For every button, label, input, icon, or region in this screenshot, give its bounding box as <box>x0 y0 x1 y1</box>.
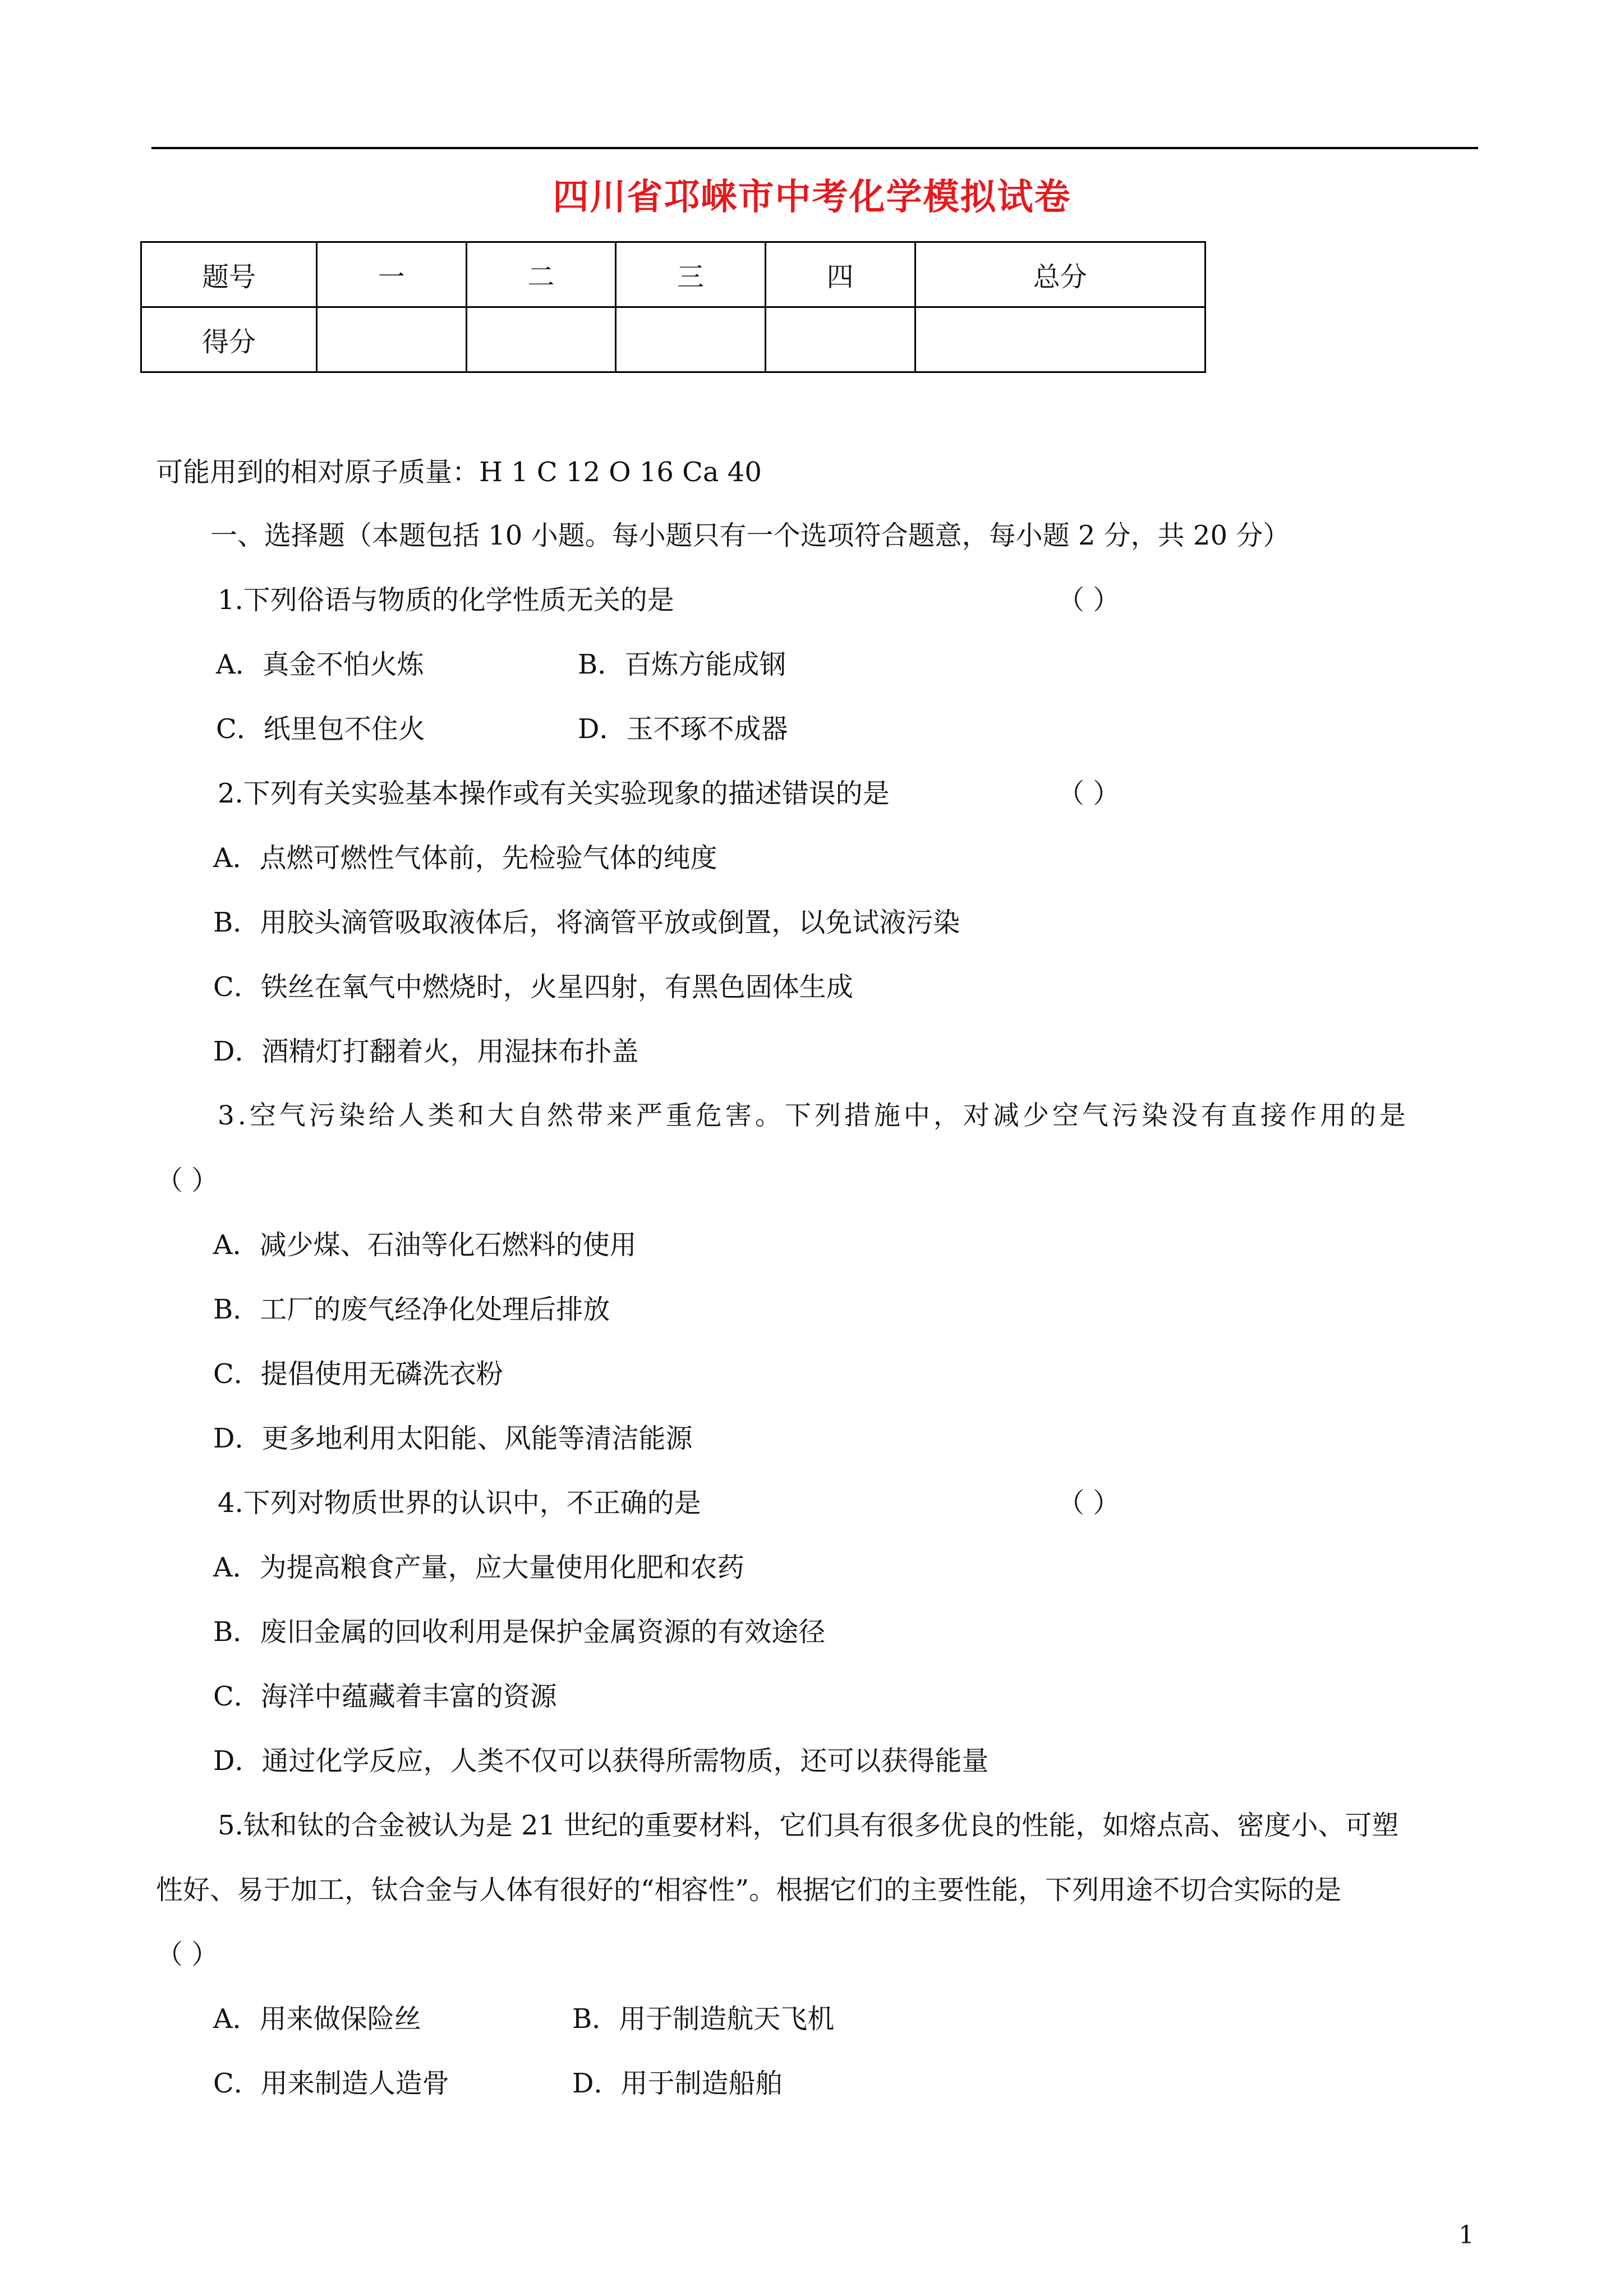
question-1-option-d: D．玉不琢不成器 <box>578 713 788 745</box>
page-title: 四川省邛崃市中考化学模拟试卷 <box>553 176 1071 218</box>
score-row-label: 得分 <box>141 307 317 372</box>
answer-paren: （ ） <box>156 1165 219 1196</box>
answer-paren: （ ） <box>156 1939 219 1970</box>
score-cell <box>466 307 616 372</box>
answer-paren: （ ） <box>1057 584 1120 616</box>
question-2-stem: 2.下列有关实验基本操作或有关实验现象的描述错误的是 <box>218 778 890 809</box>
score-table-header-cell: 二 <box>466 242 616 307</box>
question-5-option-c: C．用来制造人造骨 <box>213 2068 449 2099</box>
score-cell <box>765 307 915 372</box>
question-4-stem: 4.下列对物质世界的认识中，不正确的是 <box>218 1487 701 1519</box>
score-table-score-row <box>141 307 1206 372</box>
header-rule <box>151 147 1478 149</box>
question-1-option-c: C．纸里包不住火 <box>216 713 425 745</box>
score-table-header-cell: 题号 <box>141 242 317 307</box>
question-5-stem-line-2: 性好、易于加工，钛合金与人体有很好的“相容性”。根据它们的主要性能，下列用途不切合实际的是 <box>156 1874 1342 1906</box>
question-2-option-d: D．酒精灯打翻着火，用湿抹布扑盖 <box>213 1036 639 1067</box>
question-3-option-d: D．更多地利用太阳能、风能等清洁能源 <box>213 1423 693 1454</box>
question-4-option-a: A．为提高粮食产量，应大量使用化肥和农药 <box>213 1552 744 1583</box>
question-1-option-a: A．真金不怕火炼 <box>216 649 424 680</box>
question-2-option-c: C．铁丝在氧气中燃烧时，火星四射，有黑色固体生成 <box>213 971 853 1003</box>
score-table-header-cell: 四 <box>765 242 915 307</box>
answer-paren: （ ） <box>1057 1487 1120 1519</box>
question-5-option-a: A．用来做保险丝 <box>213 2003 421 2035</box>
section-heading: 一、选择题（本题包括 10 小题。每小题只有一个选项符合题意，每小题 2 分，共 20 分） <box>210 520 1290 551</box>
question-4-option-b: B．废旧金属的回收利用是保护金属资源的有效途径 <box>213 1616 826 1648</box>
question-5-option-b: B．用于制造航天飞机 <box>572 2003 835 2035</box>
question-5-stem-line-1: 5.钛和钛的合金被认为是 21 世纪的重要材料，它们具有很多优良的性能，如熔点高、密度小、可塑 <box>218 1810 1399 1841</box>
question-1-stem: 1.下列俗语与物质的化学性质无关的是 <box>218 584 674 616</box>
question-3-option-b: B．工厂的废气经净化处理后排放 <box>213 1294 610 1325</box>
question-4-option-d: D．通过化学反应，人类不仅可以获得所需物质，还可以获得能量 <box>213 1745 989 1777</box>
score-table-header-row <box>141 242 1206 307</box>
question-5-option-d: D．用于制造船舶 <box>572 2068 783 2099</box>
question-4-option-c: C．海洋中蕴藏着丰富的资源 <box>213 1681 557 1712</box>
score-table-header-cell: 三 <box>616 242 766 307</box>
answer-paren: （ ） <box>1057 778 1120 809</box>
question-3-option-c: C．提倡使用无磷洗衣粉 <box>213 1358 503 1390</box>
page-number: 1 <box>1459 2221 1474 2249</box>
score-cell <box>317 307 467 372</box>
score-cell <box>616 307 766 372</box>
score-table-header-cell: 总分 <box>915 242 1206 307</box>
score-table-header-cell: 一 <box>317 242 467 307</box>
question-2-option-a: A．点燃可燃性气体前，先检验气体的纯度 <box>213 842 717 874</box>
question-2-option-b: B．用胶头滴管吸取液体后，将滴管平放或倒置，以免试液污染 <box>213 907 960 938</box>
atomic-mass-note: 可能用到的相对原子质量：H 1 C 12 O 16 Ca 40 <box>156 457 762 488</box>
question-3-stem: 3.空气污染给人类和大自然带来严重危害。下列措施中，对减少空气污染没有直接作用的是 <box>218 1100 1409 1131</box>
question-1-option-b: B．百炼方能成钢 <box>578 649 786 680</box>
score-cell <box>915 307 1206 372</box>
question-3-option-a: A．减少煤、石油等化石燃料的使用 <box>213 1229 637 1261</box>
score-table <box>140 241 1206 373</box>
